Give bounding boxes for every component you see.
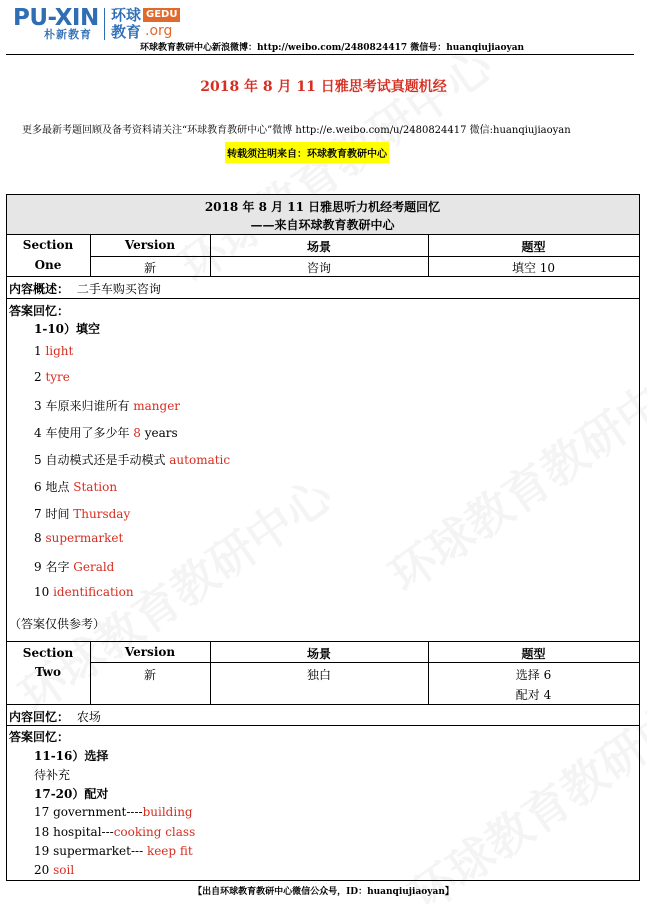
answer-group-label: 17-20）配对 bbox=[34, 787, 109, 801]
version-header: Version bbox=[124, 645, 176, 659]
answer-item: 20 soil bbox=[34, 863, 75, 877]
answer-item: 17 government----building bbox=[34, 805, 193, 819]
version-value: 新 bbox=[143, 261, 156, 275]
section-two-label: Section bbox=[22, 646, 74, 660]
section-one-label: Section bbox=[22, 238, 74, 252]
answers-label: 答案回忆： bbox=[9, 730, 70, 744]
summary-label: 内容概述： bbox=[9, 282, 70, 296]
type-value-choice: 选择 6 bbox=[515, 668, 552, 682]
grid-line bbox=[6, 298, 640, 299]
answer-item: 8 supermarket bbox=[34, 531, 124, 545]
grid-line bbox=[6, 641, 640, 642]
type-header: 题型 bbox=[521, 647, 546, 661]
answer-item: 10 identification bbox=[34, 585, 134, 599]
watermark bbox=[374, 340, 647, 605]
summary-text: 二手车购买咨询 bbox=[76, 282, 161, 296]
scene-value: 咨询 bbox=[306, 261, 331, 275]
grid-line bbox=[6, 194, 640, 195]
answer-item: 4 车使用了多少年 8 years bbox=[34, 426, 178, 440]
answer-item: 2 tyre bbox=[34, 370, 70, 384]
answer-item: 5 自动模式还是手动模式 automatic bbox=[34, 453, 231, 467]
grid-line bbox=[6, 704, 640, 705]
scene-header: 场景 bbox=[306, 240, 331, 254]
header-divider bbox=[6, 54, 634, 55]
repost-notice: 转载须注明来自：环球教育教研中心 bbox=[225, 142, 389, 163]
type-value-matching: 配对 4 bbox=[515, 688, 552, 702]
answers-note: （答案仅供参考） bbox=[9, 617, 106, 631]
answer-item: 18 hospital---cooking class bbox=[34, 825, 196, 839]
answer-group-label: 11-16）选择 bbox=[34, 749, 109, 763]
answer-item: 6 地点 Station bbox=[34, 480, 118, 494]
answer-item: 1 light bbox=[34, 344, 74, 358]
summary-row bbox=[9, 708, 101, 725]
answer-group-note: 待补充 bbox=[34, 768, 71, 782]
grid-line bbox=[90, 256, 640, 257]
answer-item: 19 supermarket--- keep fit bbox=[34, 844, 193, 858]
puxin-logo: PU-XIN bbox=[13, 5, 99, 31]
gedu-org: .org bbox=[145, 23, 173, 39]
grid-line bbox=[6, 276, 640, 277]
table-subtitle: ——来自环球教育教研中心 bbox=[250, 218, 395, 232]
answer-group-label: 1-10）填空 bbox=[34, 322, 101, 336]
answer-item: 3 车原来归谁所有 manger bbox=[34, 399, 181, 413]
section-two-number: Two bbox=[35, 665, 61, 679]
summary-text: 农场 bbox=[76, 710, 101, 724]
footer-source: 【出自环球教育教研中心微信公众号，ID：huanqiujiaoyan】 bbox=[193, 887, 454, 897]
grid-line bbox=[639, 194, 640, 881]
answer-item: 9 名字 Gerald bbox=[34, 560, 115, 574]
grid-line bbox=[90, 662, 640, 663]
type-header: 题型 bbox=[521, 240, 546, 254]
scene-header: 场景 bbox=[306, 647, 331, 661]
answer-item: 7 时间 Thursday bbox=[34, 507, 131, 521]
puxin-logo-sub: 朴新教育 bbox=[44, 28, 92, 41]
grid-line bbox=[6, 725, 640, 726]
grid-line bbox=[6, 194, 7, 881]
type-value: 填空 10 bbox=[511, 261, 556, 275]
table-title: 2018 年 8 月 11 日雅思听力机经考题回忆 bbox=[204, 200, 441, 214]
document-title: 2018 年 8 月 11 日雅思考试真题机经 bbox=[200, 79, 447, 95]
gedu-badge: GEDU bbox=[143, 8, 180, 22]
summary-row bbox=[9, 280, 161, 297]
logo-divider bbox=[104, 8, 105, 40]
version-header: Version bbox=[124, 238, 176, 252]
header-contact-info: 环球教育教研中心新浪微博：http://weibo.com/2480824417 微信号：huanqiujiaoyan bbox=[140, 43, 525, 53]
gedu-logo-line2: 教育 bbox=[111, 23, 142, 41]
gedu-logo-line1: 环球 bbox=[111, 6, 142, 24]
follow-notice: 更多最新考题回顾及备考资料请关注“环球教育教研中心”微博 http://e.weibo.com/u/2480824417 微信:huanqiujiaoyan bbox=[22, 125, 571, 136]
grid-line bbox=[6, 880, 640, 881]
version-value: 新 bbox=[143, 668, 156, 682]
scene-value: 独白 bbox=[306, 668, 331, 682]
summary-label: 内容回忆： bbox=[9, 710, 70, 724]
answers-label: 答案回忆： bbox=[9, 304, 70, 318]
grid-line bbox=[6, 234, 640, 235]
section-one-number: One bbox=[34, 258, 62, 272]
